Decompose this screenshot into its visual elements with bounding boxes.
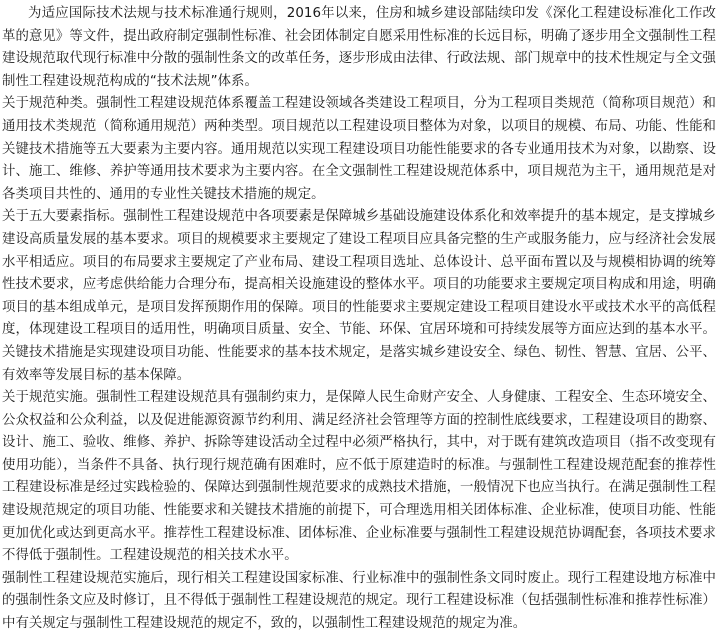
paragraph-spec-types: 关于规范种类。强制性工程建设规范体系覆盖工程建设领域各类建设工程项目，分为工程项目类规范（简称项目规范）和通用技术类规范（简称通用规范）两种类型。项目规范以工程建设项目整体为对象，以项目的规模、布局、功能、性能和关键技术措施等五大要素为主要内容。通用规范以实现工程建设项目功能性能要求的各专业通用技术为对象，以勘察、设计、施工、维修、养护等通用技术要求为主要内容。在全文强制性工程建设规范体系中，项目规范为主干，通用规范是对各类项目共性的、通用的专业性关键技术措施的规定。 bbox=[2, 96, 716, 202]
paragraph-repeal: 强制性工程建设规范实施后，现行相关工程建设国家标准、行业标准中的强制性条文同时废止。现行工程建设地方标准中的强制性条文应及时修订，且不得低于强制性工程建设规范的规定。现行工程建设标准（包括强制性标准和推荐性标准）中有关规定与强制性工程建设规范的规定不，致的，以强制性工程建设规范的规定为准。 bbox=[2, 570, 716, 632]
paragraph-five-elements: 关于五大要素指标。强制性工程建设规范中各项要素是保障城乡基础设施建设体系化和效率提升的基本规定，是支撑城乡建设高质量发展的基本要求。项目的规模要求主要规定了建设工程项目应具备完整的生产或服务能力，应与经济社会发展水平相适应。项目的布局要求主要规定了产业布局、建设工程项目选址、总体设计、总平面布置以及与规模相协调的统筹性技术要求，应考虑供给能力合理分布，提高相关设施建设的整体水平。项目的功能要求主要规定项目构成和用途，明确项目的基本组成单元，是项目发挥预期作用的保障。项目的性能要求主要规定建设工程项目建设水平或技术水平的高低程度，体现建设工程项目的适用性，明确项目质量、安全、节能、环保、宜居环境和可持续发展等方面应达到的基本水平。关键技术措施是实现建设项目功能、性能要求的基本技术规定，是落实城乡建设安全、绿色、韧性、智慧、宜居、公平、有效率等发展目标的基本保障。 bbox=[2, 209, 716, 383]
paragraph-intro: 为适应国际技术法规与技术标准通行规则，2016年以来，住房和城乡建设部陆续印发《深化工程建设标准化工作改革的意见》等文件，提出政府制定强制性标准、社会团体制定自愿采用性标准的长远目标，明确了逐步用全文强制性工程建设规范取代现行标准中分散的强制性条文的改革任务，逐步形成由法律、行政法规、部门规章中的技术性规定与全文强制性工程建设规范构成的“技术法规”体系。 bbox=[2, 6, 716, 89]
paragraph-implementation: 关于规范实施。强制性工程建设规范具有强制约束力，是保障人民生命财产安全、人身健康、工程安全、生态环境安全、公众权益和公众利益，以及促进能源资源节约利用、满足经济社会管理等方面的控制性底线要求，工程建设项目的勘察、设计、施工、验收、维修、养护、拆除等建设活动全过程中必须严格执行，其中，对于既有建筑改造项目（指不改变现有使用功能），当条件不具备、执行现行规范确有困难时，应不低于原建造时的标准。与强制性工程建设规范配套的推荐性工程建设标准是经过实践检验的、保障达到强制性规范要求的成熟技术措施，一般情况下也应当执行。在满足强制性工程建设规范规定的项目功能、性能要求和关键技术措施的前提下，可合理选用相关团体标准、企业标准，使项目功能、性能更加优化或达到更高水平。推荐性工程建设标准、团体标准、企业标准要与强制性工程建设规范协调配套，各项技术要求不得低于强制性。工程建设规范的相关技术水平。 bbox=[2, 390, 716, 564]
